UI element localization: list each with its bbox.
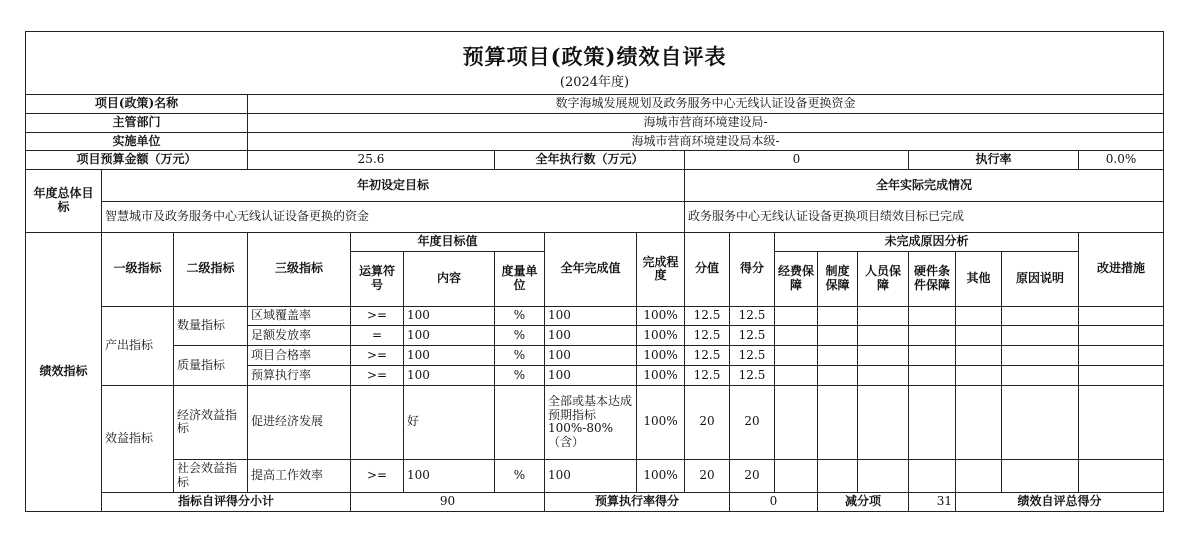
rate-value: 0.0% [1079, 151, 1164, 170]
header-target-group: 年度目标值 [351, 233, 545, 252]
self-evaluation-table [25, 31, 1164, 512]
row-op: = [351, 326, 404, 346]
row-got: 20 [730, 386, 775, 459]
row-unit: % [495, 459, 545, 493]
row-name: 区域覆盖率 [248, 306, 351, 326]
row-op: >= [351, 346, 404, 366]
row-annual: 100 [545, 366, 637, 386]
impl-label: 实施单位 [26, 132, 248, 151]
deduct-value: 31 [909, 493, 956, 512]
goals-initial-header: 年初设定目标 [102, 170, 685, 201]
row-op: >= [351, 306, 404, 326]
row-name: 促进经济发展 [248, 386, 351, 459]
header-r-note: 原因说明 [1002, 252, 1079, 306]
row-unit: % [495, 306, 545, 326]
row-score: 20 [685, 459, 730, 493]
header-r-sys: 制度保障 [818, 252, 858, 306]
row-score: 20 [685, 386, 730, 459]
header-unit: 度量单位 [495, 252, 545, 306]
group-benefit: 效益指标 [102, 386, 174, 493]
group-output: 产出指标 [102, 306, 174, 386]
row-score: 12.5 [685, 326, 730, 346]
row-unit: % [495, 346, 545, 366]
row-score: 12.5 [685, 366, 730, 386]
row-degree: 100% [637, 326, 685, 346]
row-got: 12.5 [730, 306, 775, 326]
row-annual: 100 [545, 306, 637, 326]
row-score: 12.5 [685, 346, 730, 366]
header-r-staff: 人员保障 [858, 252, 909, 306]
header-score: 分值 [685, 233, 730, 306]
header-measures: 改进措施 [1079, 233, 1164, 306]
total-label: 绩效自评总得分 [956, 493, 1164, 512]
row-content: 100 [404, 366, 495, 386]
header-reason-group: 未完成原因分析 [775, 233, 1079, 252]
header-r-hw: 硬件条件保障 [909, 252, 956, 306]
subtotal-label: 指标自评得分小计 [102, 493, 351, 512]
header-degree: 完成程度 [637, 233, 685, 306]
exec-label: 全年执行数（万元） [495, 151, 685, 170]
dept-label: 主管部门 [26, 113, 248, 132]
group-quantity: 数量指标 [174, 306, 248, 346]
row-op: >= [351, 366, 404, 386]
row-degree: 100% [637, 459, 685, 493]
goals-actual-header: 全年实际完成情况 [685, 170, 1164, 201]
row-unit [495, 386, 545, 459]
row-name: 预算执行率 [248, 366, 351, 386]
header-op: 运算符号 [351, 252, 404, 306]
goals-initial-text: 智慧城市及政务服务中心无线认证设备更换的资金 [102, 201, 685, 232]
row-annual: 100 [545, 346, 637, 366]
row-op [351, 386, 404, 459]
rate-label: 执行率 [909, 151, 1079, 170]
row-content: 好 [404, 386, 495, 459]
project-name: 数字海城发展规划及政务服务中心无线认证设备更换资金 [248, 94, 1164, 113]
header-content: 内容 [404, 252, 495, 306]
exec-value: 0 [685, 151, 909, 170]
budget-value: 25.6 [248, 151, 495, 170]
indicators-section-label: 绩效指标 [26, 233, 102, 512]
table-row [26, 346, 1164, 366]
table-row [26, 306, 1164, 326]
row-degree: 100% [637, 366, 685, 386]
form-title: 预算项目(政策)绩效自评表 [26, 32, 1164, 74]
dept-value: 海城市营商环境建设局- [248, 113, 1164, 132]
row-op: >= [351, 459, 404, 493]
budget-label: 项目预算金额（万元） [26, 151, 248, 170]
header-r-fee: 经费保障 [775, 252, 818, 306]
row-got: 20 [730, 459, 775, 493]
form-year: (2024年度) [26, 73, 1164, 94]
row-unit: % [495, 326, 545, 346]
group-social: 社会效益指标 [174, 459, 248, 493]
goals-section-label: 年度总体目标 [26, 170, 102, 233]
table-row [26, 386, 1164, 459]
header-level1: 一级指标 [102, 233, 174, 306]
header-r-other: 其他 [956, 252, 1002, 306]
row-content: 100 [404, 459, 495, 493]
row-annual: 全部或基本达成预期指标100%-80%（含） [545, 386, 637, 459]
budget-score-value: 0 [730, 493, 818, 512]
row-content: 100 [404, 346, 495, 366]
row-name: 项目合格率 [248, 346, 351, 366]
header-level2: 二级指标 [174, 233, 248, 306]
row-content: 100 [404, 326, 495, 346]
row-got: 12.5 [730, 366, 775, 386]
group-quality: 质量指标 [174, 346, 248, 386]
row-got: 12.5 [730, 346, 775, 366]
deduct-label: 减分项 [818, 493, 909, 512]
header-annual: 全年完成值 [545, 233, 637, 306]
row-annual: 100 [545, 459, 637, 493]
subtotal-value: 90 [351, 493, 545, 512]
header-level3: 三级指标 [248, 233, 351, 306]
row-content: 100 [404, 306, 495, 326]
row-unit: % [495, 366, 545, 386]
goals-actual-text: 政务服务中心无线认证设备更换项目绩效目标已完成 [685, 201, 1164, 232]
row-got: 12.5 [730, 326, 775, 346]
table-row [26, 459, 1164, 493]
budget-score-label: 预算执行率得分 [545, 493, 730, 512]
row-degree: 100% [637, 386, 685, 459]
row-name: 足额发放率 [248, 326, 351, 346]
row-name: 提高工作效率 [248, 459, 351, 493]
group-econ: 经济效益指标 [174, 386, 248, 459]
header-got: 得分 [730, 233, 775, 306]
project-name-label: 项目(政策)名称 [26, 94, 248, 113]
row-annual: 100 [545, 326, 637, 346]
row-degree: 100% [637, 346, 685, 366]
row-degree: 100% [637, 306, 685, 326]
row-score: 12.5 [685, 306, 730, 326]
impl-value: 海城市营商环境建设局本级- [248, 132, 1164, 151]
